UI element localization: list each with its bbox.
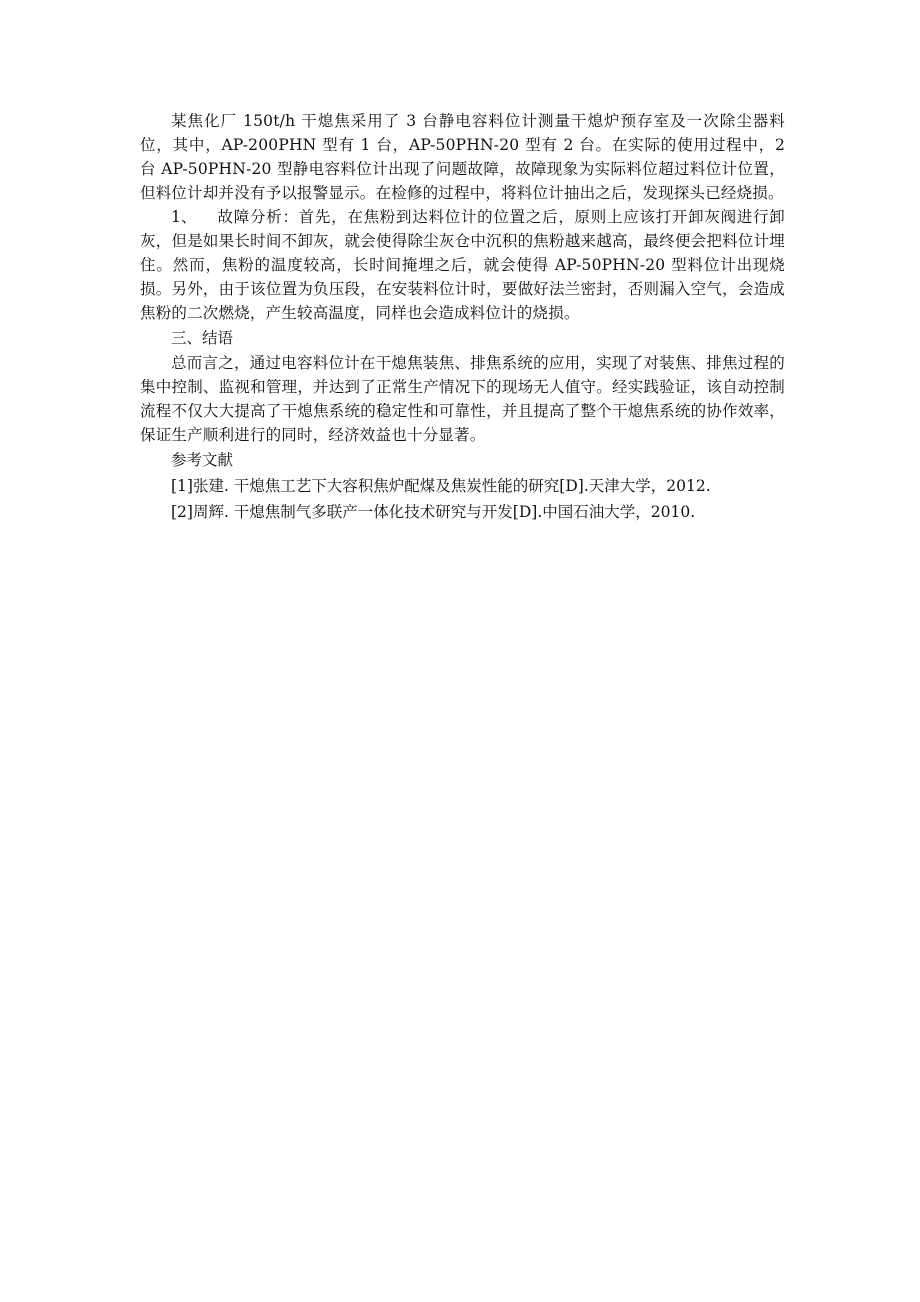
conclusion-heading: 三、结语	[171, 329, 234, 347]
reference-item-2: [2]周辉. 干熄焦制气多联产一体化技术研究与开发[D].中国石油大学，2010.	[171, 503, 696, 521]
conclusion-paragraph: 总而言之，通过电容料位计在干熄焦装焦、排焦系统的应用，实现了对装焦、排焦过程的集中控制、监视和管理，并达到了正常生产情况下的现场无人值守。经实践验证，该自动控制流程不仅大大提高了干熄焦系统的稳定性和可靠性，并且提高了整个干熄焦系统的协作效率，保证生产顺利进行的同时，经济效益也十分显著。	[140, 354, 785, 444]
reference-item-1: [1]张建. 干熄焦工艺下大容积焦炉配煤及焦炭性能的研究[D].天津大学，2012.	[171, 477, 711, 495]
list-number: 1、	[171, 208, 197, 226]
references-heading: 参考文献	[171, 451, 234, 469]
fault-analysis-paragraph	[140, 205, 785, 325]
fault-analysis-text: 故障分析：首先，在焦粉到达料位计的位置之后，原则上应该打开卸灰阀进行卸灰，但是如果长时间不卸灰，就会使得除尘灰仓中沉积的焦粉越来越高，最终便会把料位计埋住。然而，焦粉的温度较高，长时间掩埋之后，就会使得 AP-50PHN-20 型料位计出现烧损。另外，由于该位置为负压段，在安装料位计时，要做好法兰密封，否则漏入空气，会造成焦粉的二次燃烧，产生较高温度，同样也会造成料位计的烧损。	[140, 208, 785, 322]
document-page	[140, 109, 785, 525]
intro-paragraph: 某焦化厂 150t/h 干熄焦采用了 3 台静电容料位计测量干熄炉预存室及一次除尘器料位，其中，AP-200PHN 型有 1 台，AP-50PHN-20 型有 2 台。在实际的使用过程中，2 台 AP-50PHN-20 型静电容料位计出现了问题故障，故障现象为实际料位超过料位计位置，但料位计却并没有予以报警显示。在检修的过程中，将料位计抽出之后，发现探头已经烧损。	[140, 112, 785, 202]
